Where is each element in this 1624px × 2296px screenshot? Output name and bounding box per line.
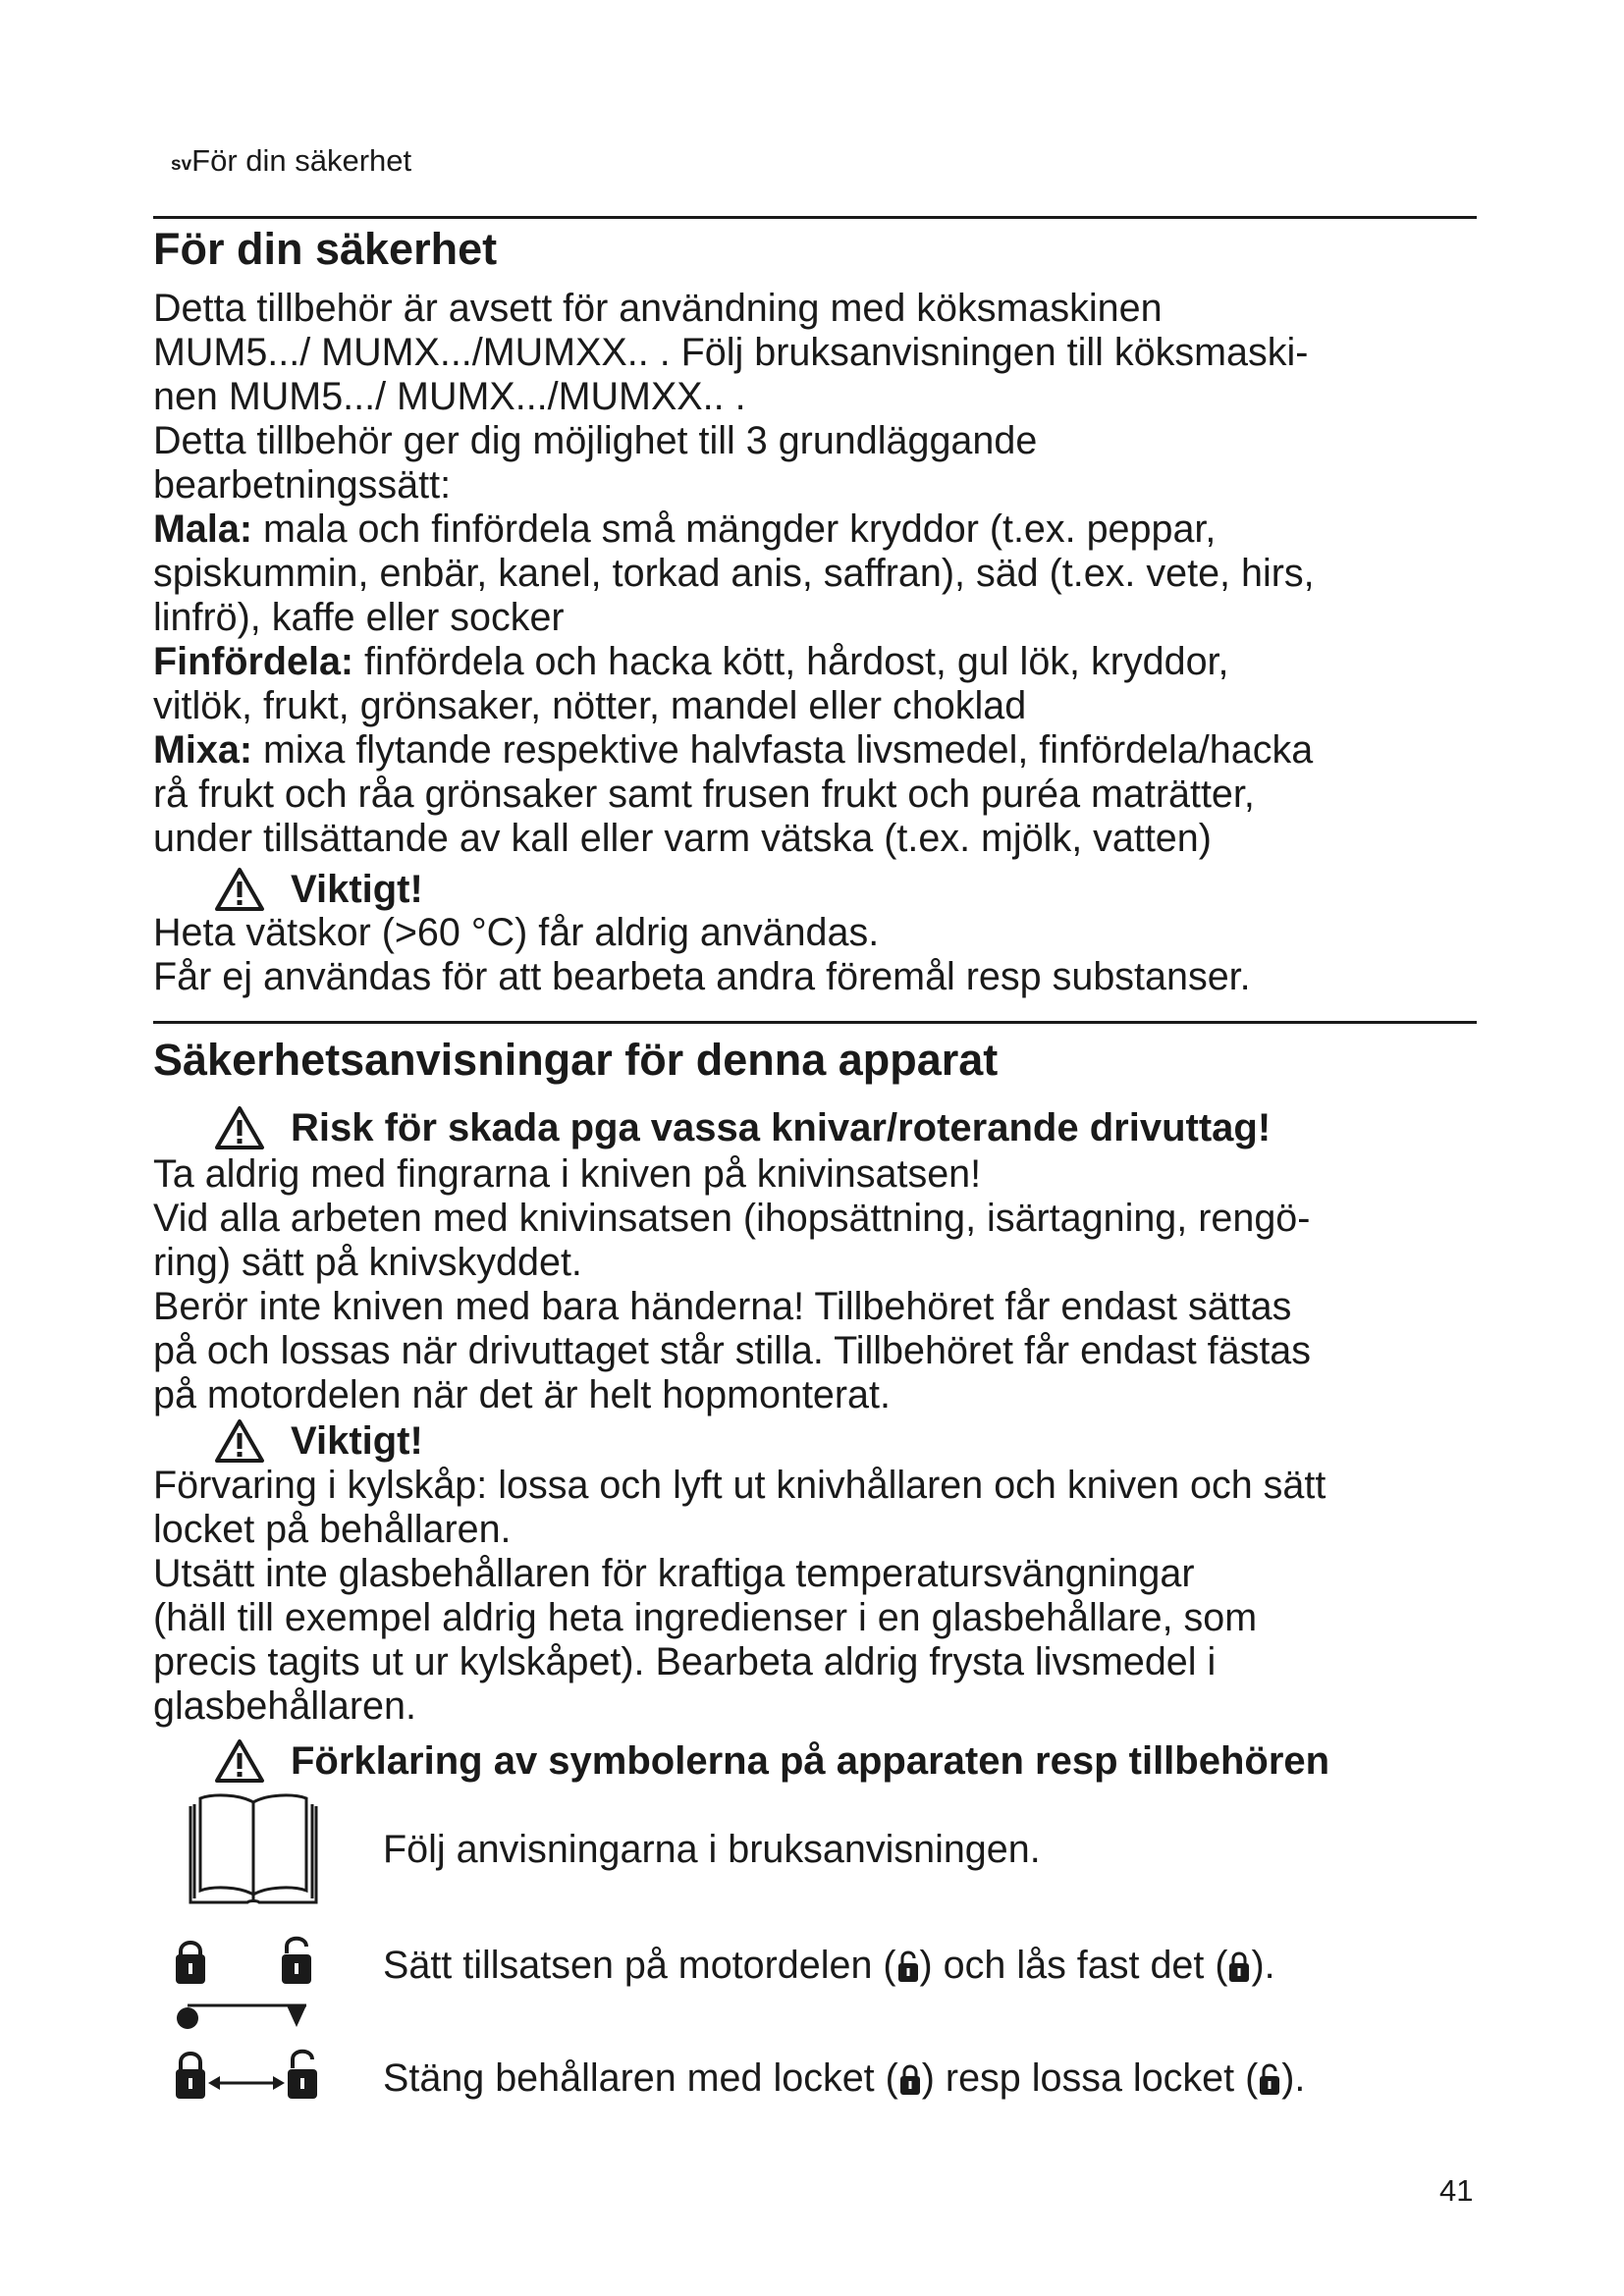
warning-triangle-icon xyxy=(214,1418,265,1464)
warning-triangle-icon xyxy=(214,1738,265,1784)
mixa-desc: mixa flytande respektive halvfasta livsmedel, finfördela/hacka xyxy=(251,728,1314,772)
page-number: 41 xyxy=(1439,2173,1474,2208)
finfordela-desc: finfördela och hacka kött, hårdost, gul lök, kryddor, xyxy=(353,640,1229,683)
warning-triangle-icon xyxy=(214,867,265,912)
symbol-text-lock-attach xyxy=(383,1944,1275,1988)
text-line: Utsätt inte glasbehållaren för kraftiga temperatursvängningar xyxy=(153,1552,1195,1595)
warning-triangle-icon xyxy=(214,1105,265,1150)
locked-padlock-icon xyxy=(899,2062,921,2096)
section-heading-instructions: Säkerhetsanvisningar för denna apparat xyxy=(153,1035,999,1085)
language-code: sv xyxy=(171,154,192,175)
text-line: Får ej användas för att bearbeta andra föremål resp substanser. xyxy=(153,955,1251,998)
text-line: på motordelen när det är helt hopmonterat. xyxy=(153,1373,891,1416)
unlocked-padlock-icon xyxy=(1259,2062,1280,2096)
text-line: vitlök, frukt, grönsaker, nötter, mandel eller choklad xyxy=(153,684,1027,727)
text-line: Berör inte kniven med bara händerna! Tillbehöret får endast sättas xyxy=(153,1285,1292,1328)
symbols-title: Förklaring av symbolerna på apparaten resp tillbehören xyxy=(291,1739,1330,1783)
warning-title: Viktigt! xyxy=(291,1419,423,1463)
text-part: ) och lås fast det ( xyxy=(919,1944,1228,1987)
text-part: Sätt tillsatsen på motordelen ( xyxy=(383,1944,896,1987)
running-header xyxy=(171,143,411,183)
text-part: ). xyxy=(1281,2056,1306,2100)
text-line: glasbehållaren. xyxy=(153,1684,416,1728)
lock-toggle-icon xyxy=(171,2047,328,2102)
section-divider xyxy=(153,216,1477,219)
text-line: Heta vätskor (>60 °C) får aldrig användas. xyxy=(153,911,880,954)
mixa-term: Mixa: xyxy=(153,728,252,772)
running-header-title: För din säkerhet xyxy=(191,143,412,178)
intro-text xyxy=(153,287,1489,861)
warning-important-2 xyxy=(214,1417,423,1465)
risk-title: Risk för skada pga vassa knivar/roterande drivuttag! xyxy=(291,1106,1272,1149)
section-heading-safety: För din säkerhet xyxy=(153,224,498,274)
text-line: Detta tillbehör är avsett för användning med köksmaskinen xyxy=(153,287,1163,330)
warning-important-1 xyxy=(214,866,423,913)
text-line: nen MUM5.../ MUMX.../MUMXX.. . xyxy=(153,375,746,418)
lock-attach-icon xyxy=(171,1934,328,2042)
text-line: Förvaring i kylskåp: lossa och lyft ut knivhållaren och kniven och sätt xyxy=(153,1464,1326,1507)
text-line: på och lossas när drivuttaget står stilla. Tillbehöret får endast fästas xyxy=(153,1329,1312,1372)
finfordela-line xyxy=(153,640,1489,684)
risk-text xyxy=(153,1152,1489,1417)
warning-text-2 xyxy=(153,1464,1489,1729)
mala-desc: mala och finfördela små mängder kryddor (t.ex. peppar, xyxy=(251,507,1217,551)
text-line: under tillsättande av kall eller varm vätska (t.ex. mjölk, vatten) xyxy=(153,817,1212,860)
text-line: (häll till exempel aldrig heta ingredienser i en glasbehållare, som xyxy=(153,1596,1258,1639)
text-line: Vid alla arbeten med knivinsatsen (ihopsättning, isärtagning, rengö- xyxy=(153,1197,1311,1240)
unlocked-padlock-icon xyxy=(897,1949,919,1983)
text-line: locket på behållaren. xyxy=(153,1508,512,1551)
section-divider xyxy=(153,1021,1477,1024)
mala-line xyxy=(153,507,1489,552)
mala-term: Mala: xyxy=(153,507,252,551)
text-line: ring) sätt på knivskyddet. xyxy=(153,1241,582,1284)
finfordela-term: Finfördela: xyxy=(153,640,354,683)
text-part: ) resp lossa locket ( xyxy=(921,2056,1259,2100)
text-line: bearbetningssätt: xyxy=(153,463,452,507)
text-line: spiskummin, enbär, kanel, torkad anis, saffran), säd (t.ex. vete, hirs, xyxy=(153,552,1315,595)
text-part: ). xyxy=(1251,1944,1275,1987)
symbol-text-book: Följ anvisningarna i bruksanvisningen. xyxy=(383,1828,1041,1871)
text-part: Stäng behållaren med locket ( xyxy=(383,2056,898,2100)
text-line: Ta aldrig med fingrarna i kniven på knivinsatsen! xyxy=(153,1152,982,1196)
warning-risk xyxy=(214,1104,1271,1151)
warning-title: Viktigt! xyxy=(291,868,423,911)
locked-padlock-icon xyxy=(1228,1949,1250,1983)
symbol-text-lock-toggle xyxy=(383,2056,1305,2101)
text-line: linfrö), kaffe eller socker xyxy=(153,596,565,639)
text-line: Detta tillbehör ger dig möjlighet till 3 grundläggande xyxy=(153,419,1038,462)
mixa-line xyxy=(153,728,1489,773)
symbols-explanation-heading xyxy=(214,1737,1329,1785)
text-line: rå frukt och råa grönsaker samt frusen frukt och puréa maträtter, xyxy=(153,773,1255,816)
warning-text-1 xyxy=(153,911,1489,999)
text-line: precis tagits ut ur kylskåpet). Bearbeta aldrig frysta livsmedel i xyxy=(153,1640,1217,1683)
open-book-icon xyxy=(185,1789,322,1910)
text-line: MUM5.../ MUMX.../MUMXX.. . Följ bruksanvisningen till köksmaski- xyxy=(153,331,1309,374)
